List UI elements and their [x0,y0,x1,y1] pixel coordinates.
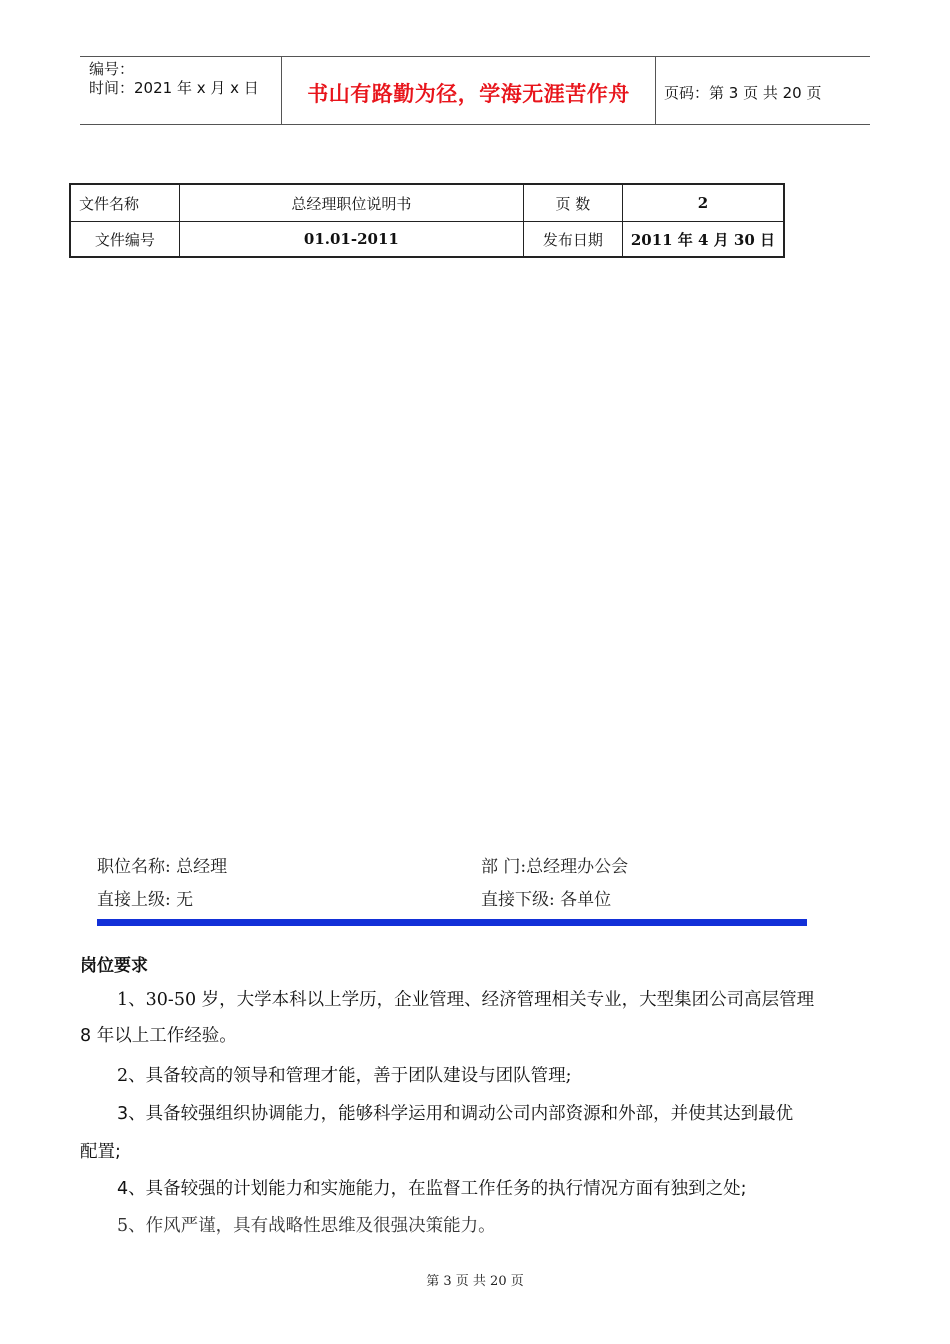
doc-code-label: 文件编号 [70,222,179,258]
table-row [70,222,784,258]
header-time-label: 时间：2021 年 x 月 x 日 [89,79,259,97]
requirement-item-3-line-1: 3、具备较强组织协调能力，能够科学运用和调动公司内部资源和外部，并使其达到最优 [117,1104,794,1124]
requirement-item-2: 2、具备较高的领导和管理才能，善于团队建设与团队管理; [117,1066,572,1086]
document-info-table [69,183,785,258]
doc-name-value: 总经理职位说明书 [179,184,523,222]
section-divider-bar [97,919,807,926]
position-subordinate: 直接下级: 各单位 [481,890,612,910]
position-department: 部 门:总经理办公会 [481,857,629,877]
footer-page-number: 第 3 页 共 20 页 [426,1274,524,1289]
doc-date-label: 发布日期 [523,222,622,258]
position-superior: 直接上级: 无 [97,890,194,910]
requirement-item-5: 5、作风严谨，具有战略性思维及很强决策能力。 [117,1216,496,1236]
header-page-info: 页码：第 3 页 共 20 页 [664,84,822,102]
doc-date-value: 2011 年 4 月 30 日 [622,222,784,258]
table-row [70,184,784,222]
doc-name-label: 文件名称 [70,184,179,222]
requirement-item-4: 4、具备较强的计划能力和实施能力，在监督工作任务的执行情况方面有独到之处; [117,1179,747,1199]
header-divider-right [655,56,656,125]
position-title: 职位名称: 总经理 [97,857,228,877]
header-number-label: 编号： [89,60,135,78]
requirement-item-1-line-1: 1、30-50 岁，大学本科以上学历，企业管理、经济管理相关专业，大型集团公司高层管理 [117,990,815,1010]
requirement-item-3-line-2: 配置; [80,1142,121,1162]
doc-code-value: 01.01-2011 [179,222,523,258]
header-motto: 书山有路勤为径，学海无涯苦作舟 [307,82,630,106]
requirement-item-1-line-2: 8 年以上工作经验。 [80,1026,237,1046]
header-bottom-rule [80,124,870,125]
doc-pages-label: 页 数 [523,184,622,222]
header-top-rule [80,56,870,57]
doc-pages-value: 2 [622,184,784,222]
requirements-title: 岗位要求 [80,956,148,976]
